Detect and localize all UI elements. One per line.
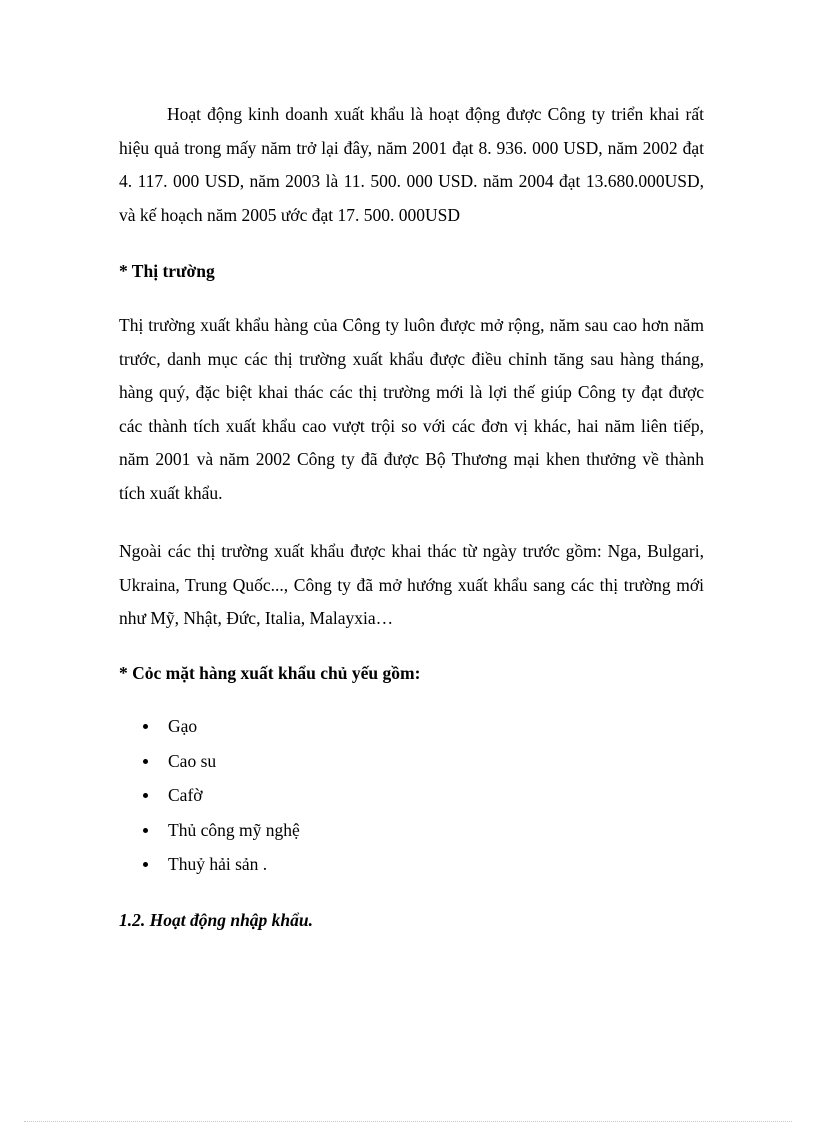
paragraph-new-markets: Ngoài các thị trường xuất khẩu được khai thác từ ngày trước gồm: Nga, Bulgari, Ukraina, Trung Quốc..., Công ty đã mở hướng xuất khẩu sang các thị trường mới như Mỹ, Nhật, Đức, Italia, Malayxia… <box>119 541 704 628</box>
list-item <box>119 818 300 853</box>
list-item <box>119 714 300 749</box>
section-heading-import-activity: 1.2. Hoạt động nhập khẩu. <box>119 910 314 930</box>
list-item-label: Thủ công mỹ nghệ <box>168 819 300 840</box>
paragraph-market-expansion: Thị trường xuất khẩu hàng của Công ty luôn được mở rộng, năm sau cao hơn năm trước, danh mục các thị trường xuất khẩu được điều chỉnh tăng sau hàng tháng, hàng quý, đặc biệt khai thác các thị trường mới là lợi thế giúp Công ty đạt được các thành tích xuất khẩu cao vượt trội so với các đơn vị khác, hai năm liên tiếp, năm 2001 và năm 2002 Công ty đã được Bộ Thương mại khen thưởng về thành tích xuất khẩu. <box>119 315 704 503</box>
heading-market: * Thị trường <box>119 261 215 281</box>
list-item-label: Cafờ <box>168 785 203 805</box>
heading-main-export-products: * Cỏc mặt hàng xuất khẩu chủ yếu gồm: <box>119 663 421 683</box>
bullet-icon <box>143 793 148 798</box>
list-item <box>119 749 300 784</box>
list-item <box>119 783 300 818</box>
bullet-icon <box>143 724 148 729</box>
bullet-icon <box>143 862 148 867</box>
export-products-list <box>119 714 300 887</box>
list-item-label: Thuỷ hải sản . <box>168 854 268 874</box>
bullet-icon <box>143 759 148 764</box>
list-item-label: Gạo <box>168 716 198 736</box>
list-item-label: Cao su <box>168 750 217 771</box>
bullet-icon <box>143 828 148 833</box>
list-item <box>119 852 300 887</box>
paragraph-export-revenue: Hoạt động kinh doanh xuất khẩu là hoạt động được Công ty triển khai rất hiệu quả trong mấy năm trở lại đây, năm 2001 đạt 8. 936. 000 USD, năm 2002 đạt 4. 117. 000 USD, năm 2003 là 11. 500. 000 USD. năm 2004 đạt 13.680.000USD, và kế hoạch năm 2005 ước đạt 17. 500. 000USD <box>119 104 704 225</box>
page-bottom-divider <box>24 1121 792 1122</box>
